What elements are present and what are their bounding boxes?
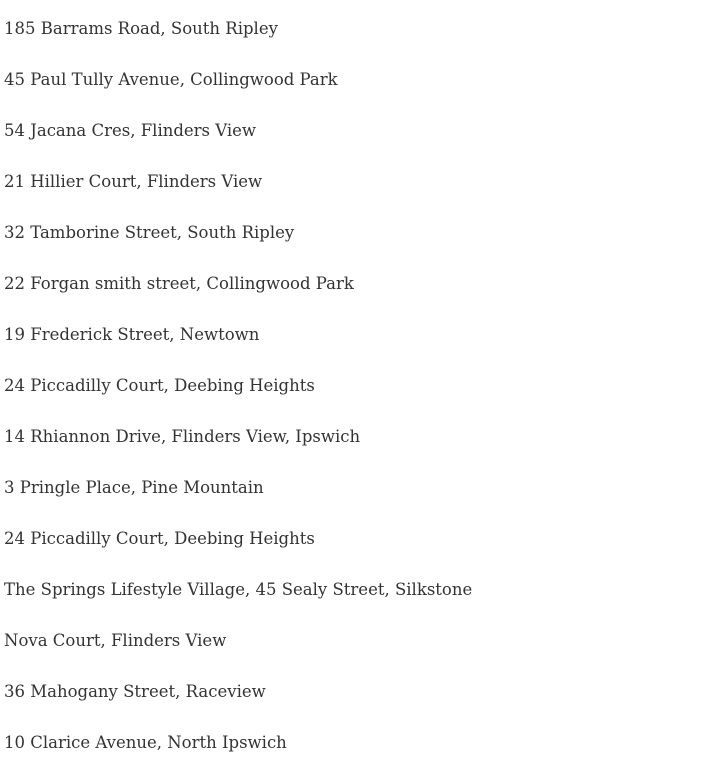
address-item: 24 Piccadilly Court, Deebing Heights [4,376,315,395]
address-item: 22 Forgan smith street, Collingwood Park [4,274,354,293]
address-item: 14 Rhiannon Drive, Flinders View, Ipswich [4,427,361,446]
address-item: 24 Piccadilly Court, Deebing Heights [4,529,315,548]
address-item: 10 Clarice Avenue, North Ipswich [4,733,287,752]
address-list [4,17,472,782]
address-item: 54 Jacana Cres, Flinders View [4,121,257,140]
address-item: 32 Tamborine Street, South Ripley [4,223,295,242]
address-item: 185 Barrams Road, South Ripley [4,19,278,38]
address-item: 36 Mahogany Street, Raceview [4,682,266,701]
address-item: 19 Frederick Street, Newtown [4,325,260,344]
address-item: 45 Paul Tully Avenue, Collingwood Park [4,70,338,89]
address-item: 21 Hillier Court, Flinders View [4,172,263,191]
address-item: 3 Pringle Place, Pine Mountain [4,478,264,497]
address-item: Nova Court, Flinders View [4,631,227,650]
address-item: The Springs Lifestyle Village, 45 Sealy Street, Silkstone [4,580,473,599]
